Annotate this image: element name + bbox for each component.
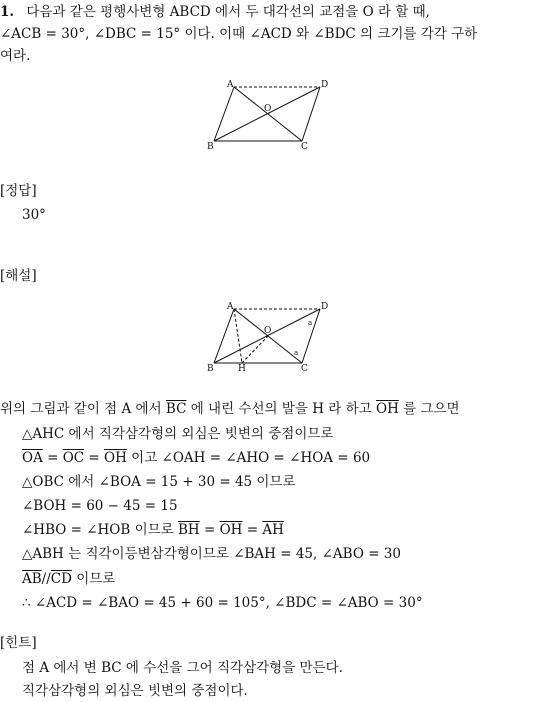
- problem-line-2: ∠ACB = 30°, ∠DBC = 15° 이다. 이때 ∠ACD 와 ∠BDC 의 크기를 각각 구하: [0, 26, 478, 42]
- problem-line-3: 여라.: [0, 48, 31, 64]
- hint-line-2: 직각삼각형의 외심은 빗변의 중점이다.: [22, 683, 248, 699]
- problem-text-1: 다음과 같은 평행사변형 ABCD 에서 두 대각선의 교점을 O 라 할 때,: [26, 4, 430, 20]
- fig2-label-d: D: [321, 302, 329, 312]
- hint-line-1: 점 A 에서 변 BC 에 수선을 그어 직각삼각형을 만든다.: [22, 660, 343, 676]
- solution-intro: 위의 그림과 같이 점 A 에서 $\overline{BC}$ 에 내린 수선의 발을 H 라 하고 $\overline{OH}$ 를 그으면: [0, 401, 460, 417]
- problem-line-1: [0, 2, 430, 22]
- fig1-label-d: D: [321, 80, 329, 90]
- solution-line-3: △OBC 에서 ∠BOA = 15 + 30 = 45 이므로: [22, 474, 296, 490]
- fig1-label-o: O: [264, 104, 272, 114]
- answer-value: 30°: [22, 207, 46, 223]
- solution-line-1: △AHC 에서 직각삼각형의 외심은 빗변의 중점이므로: [22, 426, 334, 442]
- fig2-label-o: O: [264, 326, 272, 336]
- fig2-label-b: B: [207, 364, 214, 374]
- solution-line-2: $\overline{OA} = \overline{OC} = \overline{OH}$ 이고 ∠OAH = ∠AHO = ∠HOA = 60: [22, 450, 371, 466]
- solution-line-7: $\overline{AB}//\overline{CD}$ 이므로: [22, 571, 116, 587]
- fig2-label-h: H: [238, 364, 246, 374]
- problem-number: 1.: [0, 4, 15, 20]
- fig2-angle-mark-bottom: a: [294, 349, 299, 357]
- fig1-label-a: A: [227, 80, 234, 90]
- solution-line-8: ∴ ∠ACD = ∠BAO = 45 + 60 = 105°, ∠BDC = ∠ABO = 30°: [22, 595, 423, 611]
- parallelogram-figure: [200, 75, 340, 155]
- answer-header: [정답]: [0, 183, 37, 199]
- fig1-label-c: C: [301, 142, 308, 152]
- fig2-label-c: C: [301, 364, 308, 374]
- fig1-label-b: B: [207, 142, 214, 152]
- fig2-angle-mark-top: a: [308, 319, 313, 327]
- fig2-label-a: A: [227, 302, 234, 312]
- solution-line-6: △ABH 는 직각이등변삼각형이므로 ∠BAH = 45, ∠ABO = 30: [22, 546, 401, 562]
- solution-line-5: ∠HBO = ∠HOB 이므로 $\overline{BH} = \overline{OH} = \overline{AH}$: [22, 522, 284, 538]
- hint-header: [힌트]: [0, 635, 37, 651]
- solution-figure: [200, 297, 340, 377]
- solution-line-4: ∠BOH = 60 − 45 = 15: [22, 498, 178, 514]
- solution-header: [해설]: [0, 268, 37, 284]
